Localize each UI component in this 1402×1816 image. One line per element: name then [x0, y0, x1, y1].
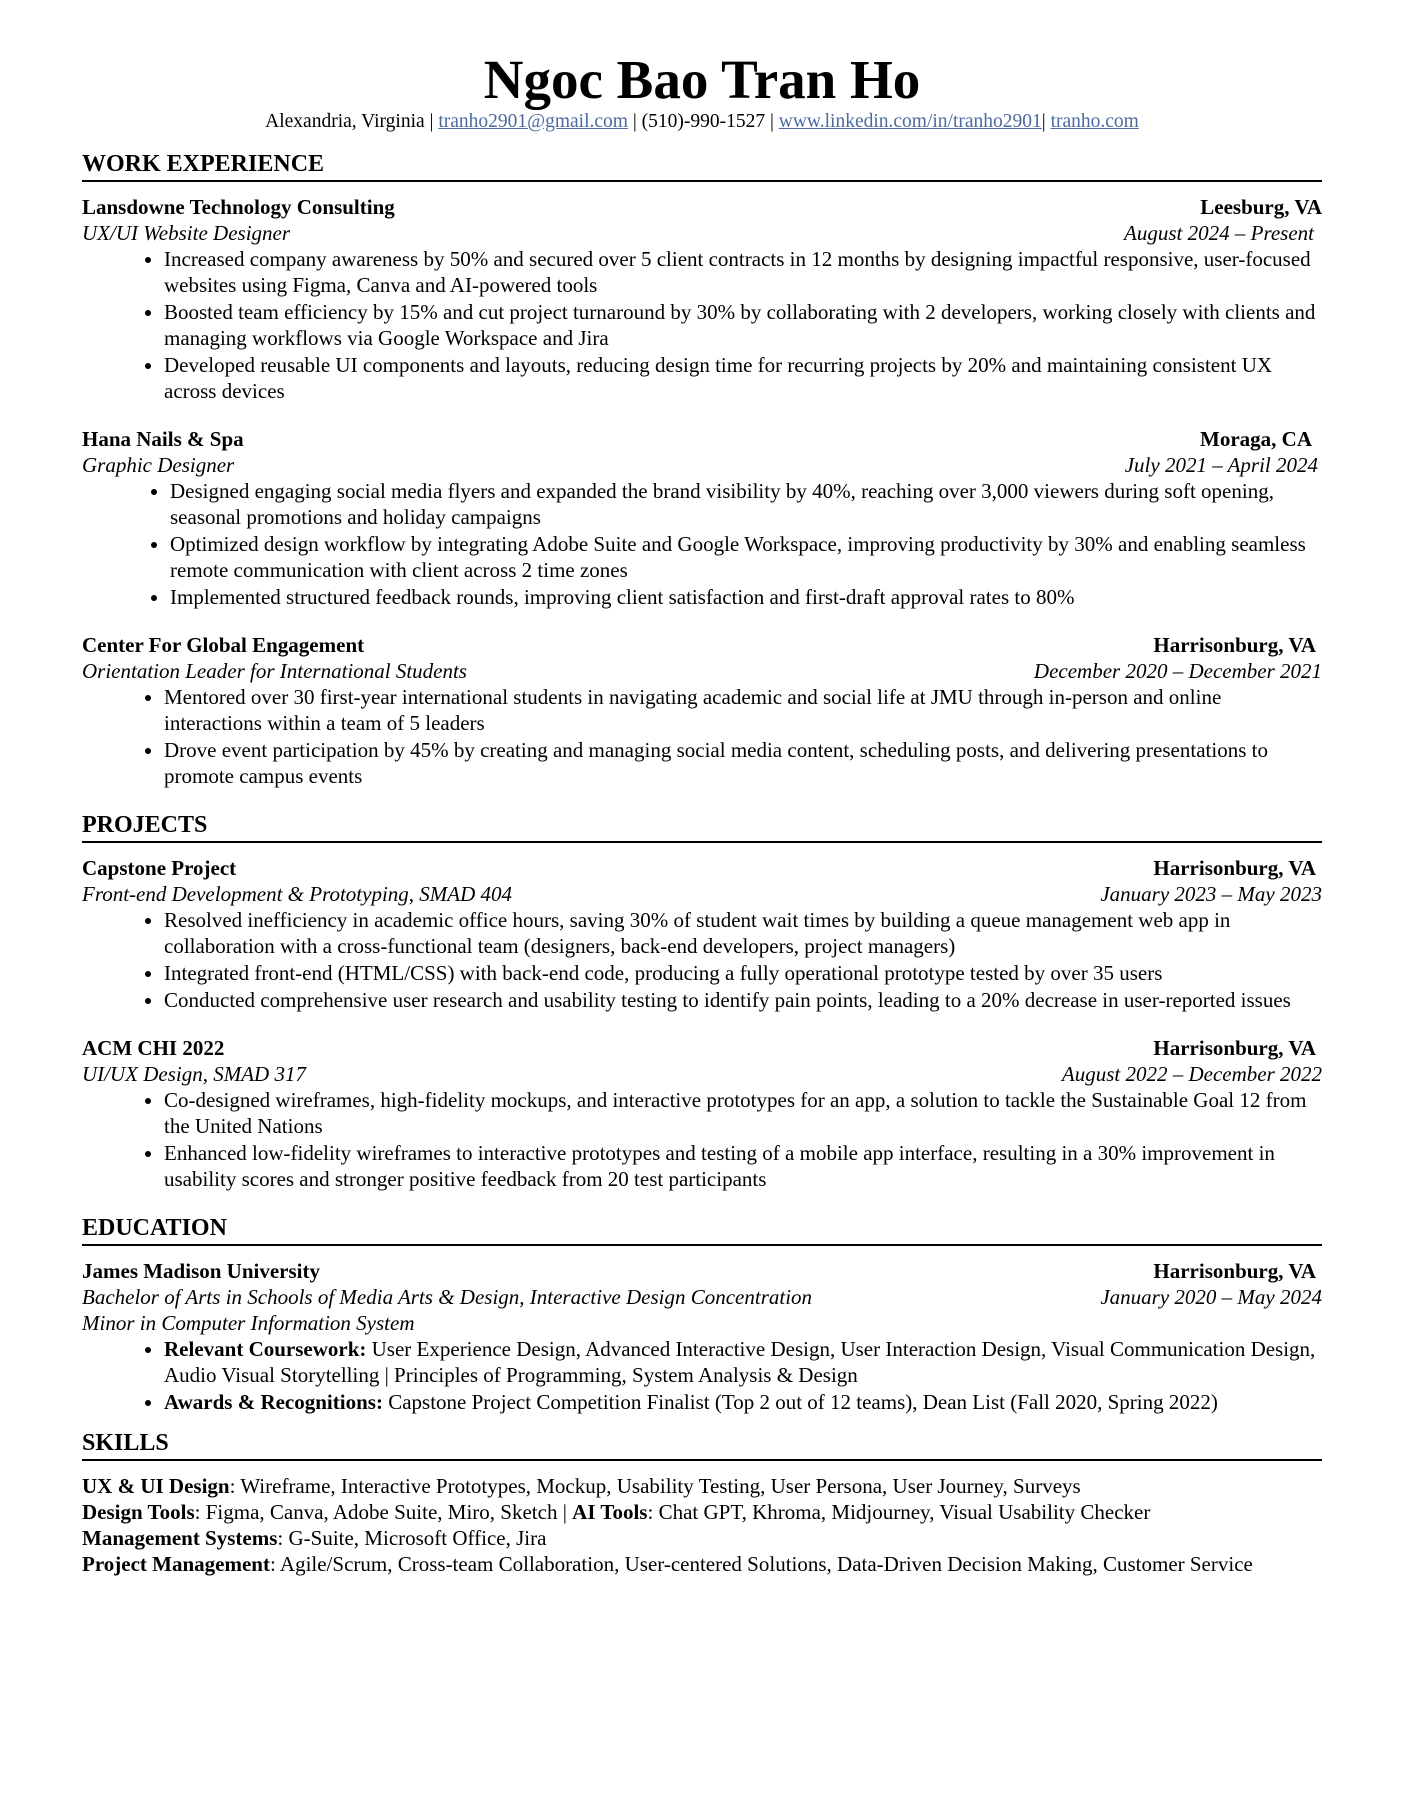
coursework-label: Relevant Coursework:: [164, 1337, 367, 1361]
role: Orientation Leader for International Students: [82, 659, 467, 683]
skill-label: Management Systems: [82, 1526, 278, 1550]
skill-label: Project Management: [82, 1552, 270, 1576]
contact-line: Alexandria, Virginia | tranho2901@gmail.com | (510)-990-1527 | www.linkedin.com/in/tranho2901| tranho.com: [265, 111, 1139, 132]
org: Hana Nails & Spa: [82, 427, 244, 451]
awards-bullet: [164, 1389, 1322, 1415]
org-location: Leesburg, VA: [1200, 195, 1322, 219]
bullet: • Enhanced low-fidelity wireframes to interactive prototypes and testing of a mobile app interface, resulting in a 30% improvement in usability scores and stronger positive feedback from 20 test participants: [164, 1140, 1322, 1192]
awards: Capstone Project Competition Finalist (Top 2 out of 12 teams), Dean List (Fall 2020, Spring 2022): [388, 1390, 1218, 1414]
email-link[interactable]: tranho2901@gmail.com: [438, 111, 628, 132]
dates: January 2020 – May 2024: [1100, 1285, 1322, 1309]
org-location: Harrisonburg, VA: [1153, 1036, 1316, 1060]
section-title: SKILLS: [82, 1429, 1322, 1461]
website-link[interactable]: tranho.com: [1050, 111, 1139, 132]
degree: Bachelor of Arts in Schools of Media Arts & Design, Interactive Design Concentration: [82, 1285, 813, 1309]
bullet: • Boosted team efficiency by 15% and cut project turnaround by 30% by collaborating with 2 developers, working closely with clients and managing workflows via Google Workspace and Jira: [164, 299, 1322, 351]
bullet-list: [82, 907, 1322, 1013]
role: UX/UI Website Designer: [82, 221, 291, 245]
bullet: • Designed engaging social media flyers and expanded the brand visibility by 40%, reaching over 3,000 viewers during soft opening, seasonal promotions and holiday campaigns: [170, 478, 1322, 530]
project-entry: [82, 855, 1322, 1013]
phone: (510)-990-1527: [641, 111, 766, 132]
skill-value: Agile/Scrum, Cross-team Collaboration, User-centered Solutions, Data-Driven Decision Making, Customer Service: [279, 1552, 1253, 1576]
school-location: Harrisonburg, VA: [1153, 1259, 1316, 1283]
bullet: • Integrated front-end (HTML/CSS) with back-end code, producing a fully operational prototype tested by over 35 users: [164, 960, 1322, 986]
location: Alexandria, Virginia: [265, 111, 425, 132]
org-location: Harrisonburg, VA: [1153, 633, 1316, 657]
education-section: [82, 1214, 1322, 1415]
skill-label: Design Tools: [82, 1500, 195, 1524]
skill-label: UX & UI Design: [82, 1474, 230, 1498]
bullet: • Resolved inefficiency in academic office hours, saving 30% of student wait times by building a queue management web app in collaboration with a cross-functional team (designers, back-end developers, project managers): [164, 907, 1322, 959]
org: ACM CHI 2022: [82, 1036, 225, 1060]
skill-line-pm: Project Management: Agile/Scrum, Cross-team Collaboration, User-centered Solutions, Data-Driven Decision Making, Customer Service: [82, 1552, 1253, 1576]
project-entry: [82, 1035, 1322, 1192]
bullet-list: [82, 684, 1322, 789]
skill-value: Chat GPT, Khroma, Midjourney, Visual Usability Checker: [658, 1500, 1151, 1524]
dates: August 2022 – December 2022: [1061, 1062, 1322, 1086]
org: Lansdowne Technology Consulting: [82, 195, 395, 219]
bullet-list: [82, 1336, 1322, 1415]
bullet: • Implemented structured feedback rounds, improving client satisfaction and first-draft approval rates to 80%: [170, 584, 1322, 610]
section-title: EDUCATION: [82, 1214, 1322, 1246]
bullet: • Conducted comprehensive user research and usability testing to identify pain points, leading to a 20% decrease in user-reported issues: [164, 987, 1322, 1013]
work-section: [82, 150, 1322, 789]
skill-label: AI Tools: [572, 1500, 648, 1524]
job-entry: [82, 426, 1322, 610]
bullet-list: [82, 478, 1322, 610]
linkedin-link[interactable]: www.linkedin.com/in/tranho2901: [778, 111, 1042, 132]
school: James Madison University: [82, 1259, 320, 1283]
role: Graphic Designer: [82, 453, 235, 477]
dates: August 2024 – Present: [1124, 221, 1314, 245]
bullet: • Increased company awareness by 50% and secured over 5 client contracts in 12 months by designing impactful responsive, user-focused websites using Figma, Canva and AI-powered tools: [164, 246, 1322, 298]
dates: July 2021 – April 2024: [1124, 453, 1318, 477]
bullet: • Developed reusable UI components and layouts, reducing design time for recurring projects by 20% and maintaining consistent UX across devices: [164, 352, 1322, 404]
org-location: Moraga, CA: [1200, 427, 1312, 451]
role: UI/UX Design, SMAD 317: [82, 1062, 306, 1086]
bullet-list: [82, 246, 1322, 404]
skill-value: Figma, Canva, Adobe Suite, Miro, Sketch |: [205, 1500, 567, 1524]
section-title: WORK EXPERIENCE: [82, 150, 1322, 182]
section-title: PROJECTS: [82, 811, 1322, 843]
coursework-bullet: [164, 1336, 1322, 1388]
role: Front-end Development & Prototyping, SMAD 404: [82, 882, 513, 906]
bullet: • Drove event participation by 45% by creating and managing social media content, scheduling posts, and delivering presentations to promote campus events: [164, 737, 1322, 789]
skill-value: G-Suite, Microsoft Office, Jira: [288, 1526, 547, 1550]
skill-line-mgmt: Management Systems: G-Suite, Microsoft Office, Jira: [82, 1526, 547, 1550]
minor: Minor in Computer Information System: [82, 1311, 415, 1335]
job-entry: [82, 194, 1322, 404]
bullet: • Mentored over 30 first-year international students in navigating academic and social life at JMU through in-person and online interactions within a team of 5 leaders: [164, 684, 1322, 736]
bullet: • Co-designed wireframes, high-fidelity mockups, and interactive prototypes for an app, a solution to tackle the Sustainable Goal 12 from the United Nations: [164, 1087, 1322, 1139]
org: Center For Global Engagement: [82, 633, 365, 657]
skill-value: Wireframe, Interactive Prototypes, Mockup, Usability Testing, User Persona, User Journey, Surveys: [240, 1474, 1081, 1498]
skills-section: [82, 1429, 1322, 1577]
bullet-list: [82, 1087, 1322, 1192]
org: Capstone Project: [82, 856, 237, 880]
projects-section: [82, 811, 1322, 1192]
skill-line-design: Design Tools: Figma, Canva, Adobe Suite, Miro, Sketch | AI Tools: Chat GPT, Khroma, Midjourney, Visual Usability Checker: [82, 1500, 1151, 1524]
resume-name: Ngoc Bao Tran Ho: [483, 49, 921, 110]
awards-label: Awards & Recognitions:: [164, 1390, 383, 1414]
dates: January 2023 – May 2023: [1100, 882, 1322, 906]
skill-line-ux: UX & UI Design: Wireframe, Interactive Prototypes, Mockup, Usability Testing, User Persona, User Journey, Surveys: [82, 1474, 1081, 1498]
bullet: • Optimized design workflow by integrating Adobe Suite and Google Workspace, improving productivity by 30% and enabling seamless remote communication with client across 2 time zones: [170, 531, 1322, 583]
job-entry: [82, 632, 1322, 789]
org-location: Harrisonburg, VA: [1153, 856, 1316, 880]
coursework: User Experience Design, Advanced Interactive Design, User Interaction Design, Visual Communication Design, Audio Visual Storytelling | Principles of Programming, System Analysis & Design: [164, 1337, 1316, 1387]
dates: December 2020 – December 2021: [1033, 659, 1322, 683]
